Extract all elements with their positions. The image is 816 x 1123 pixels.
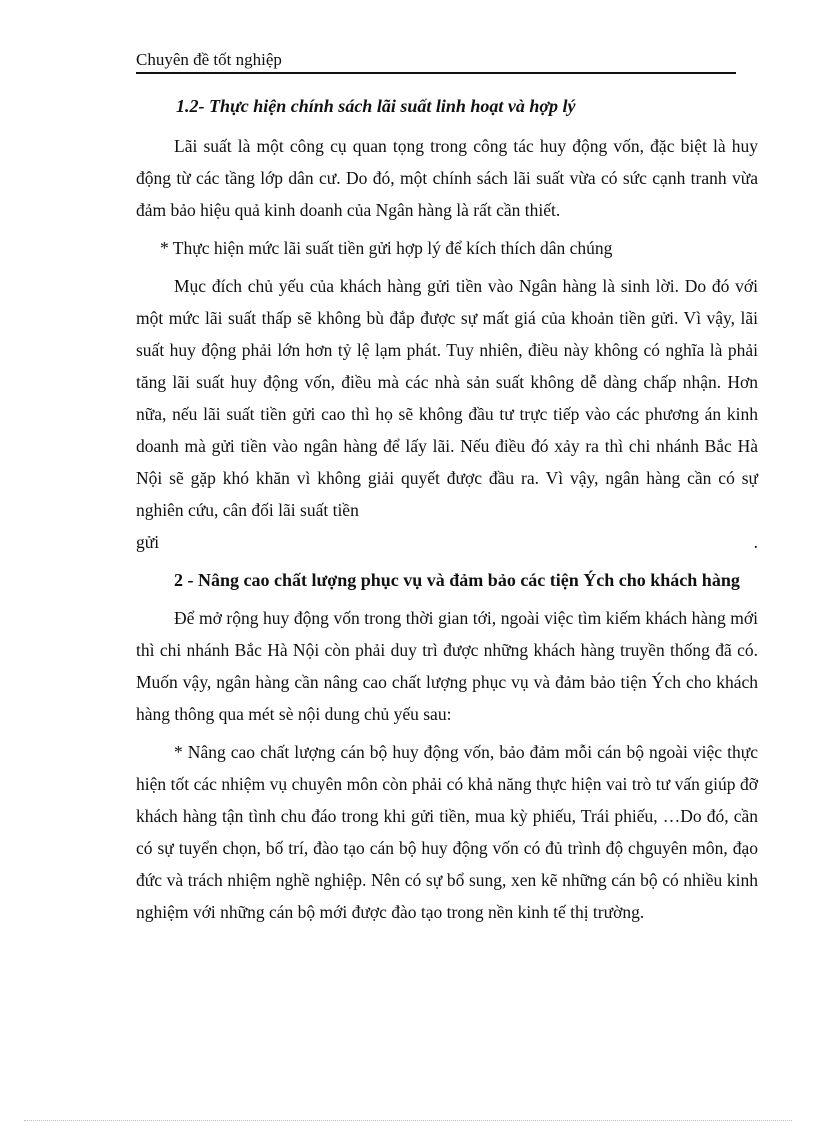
- page-bottom-divider: [24, 1120, 792, 1121]
- paragraph-expand-capital: Để mở rộng huy động vốn trong thời gian tới, ngoài việc tìm kiếm khách hàng mới thì chi nhánh Bắc Hà Nội còn phải duy trì được những khách hàng truyền thống đã có. Muốn vậy, ngân hàng cần nâng cao chất lượng phục vụ và đảm bảo tiện Ých cho khách hàng thông qua mét sè nội dung chủ yếu sau:: [136, 608, 758, 724]
- paragraph-interest-rate-intro: Lãi suất là một công cụ quan tọng trong công tác huy động vốn, đặc biệt là huy động từ các tầng lớp dân cư. Do đó, một chính sách lãi suất vừa có sức cạnh tranh vừa đảm bảo hiệu quả kinh doanh của Ngân hàng là rất cần thiết.: [136, 136, 758, 220]
- page-header: [136, 50, 736, 74]
- document-body: [136, 92, 758, 934]
- end-mark: .: [753, 532, 758, 552]
- paragraph-staff-quality: * Nâng cao chất lượng cán bộ huy động vốn, bảo đảm mỗi cán bộ ngoài việc thực hiện tốt các nhiệm vụ chuyên môn còn phải có khả năng thực hiện vai trò tư vấn giúp đỡ khách hàng tận tình chu đáo trong khi gửi tiền, mua kỳ phiếu, Trái phiếu, …Do đó, cần có sự tuyển chọn, bố trí, đào tạo cán bộ huy động vốn có đủ trình độ chguyên môn, đạo đức và trách nhiệm nghề nghiệp. Nên có sự bổ sung, xen kẽ những cán bộ có nhiều kinh nghiệm với những cán bộ mới được đào tạo trong nền kinh tế thị trường.: [136, 742, 758, 922]
- section-heading: 1.2- Thực hiện chính sách lãi suất linh hoạt và hợp lý: [176, 96, 576, 116]
- end-word: gửi: [136, 532, 160, 552]
- paragraph-deposit-purpose-end: [136, 526, 758, 558]
- paragraph-deposit-purpose: Mục đích chủ yếu của khách hàng gửi tiền vào Ngân hàng là sinh lời. Do đó với một mức lãi suất thấp sẽ không bù đắp được sự mất giá của khoản tiền gửi. Vì vậy, lãi suất huy động phải lớn hơn tỷ lệ lạm phát. Tuy nhiên, điều này không có nghĩa là phải tăng lãi suất huy động vốn, điều mà các nhà sản suất không dễ dàng chấp nhận. Hơn nữa, nếu lãi suất tiền gửi cao thì họ sẽ không đầu tư trực tiếp vào các phương án kinh doanh mà gửi tiền vào ngân hàng để lấy lãi. Nếu điều đó xảy ra thì chi nhánh Bắc Hà Nội sẽ gặp khó khăn vì không giải quyết được đầu ra. Vì vậy, ngân hàng cần có sự nghiên cứu, cân đối lãi suất tiền: [136, 276, 758, 520]
- bullet-deposit-rate: * Thực hiện mức lãi suất tiền gửi hợp lý để kích thích dân chúng: [160, 238, 613, 258]
- section-heading-2: 2 - Nâng cao chất lượng phục vụ và đảm bảo các tiện Ých cho khách hàng: [174, 570, 740, 590]
- header-title: Chuyên đề tốt nghiệp: [136, 50, 282, 69]
